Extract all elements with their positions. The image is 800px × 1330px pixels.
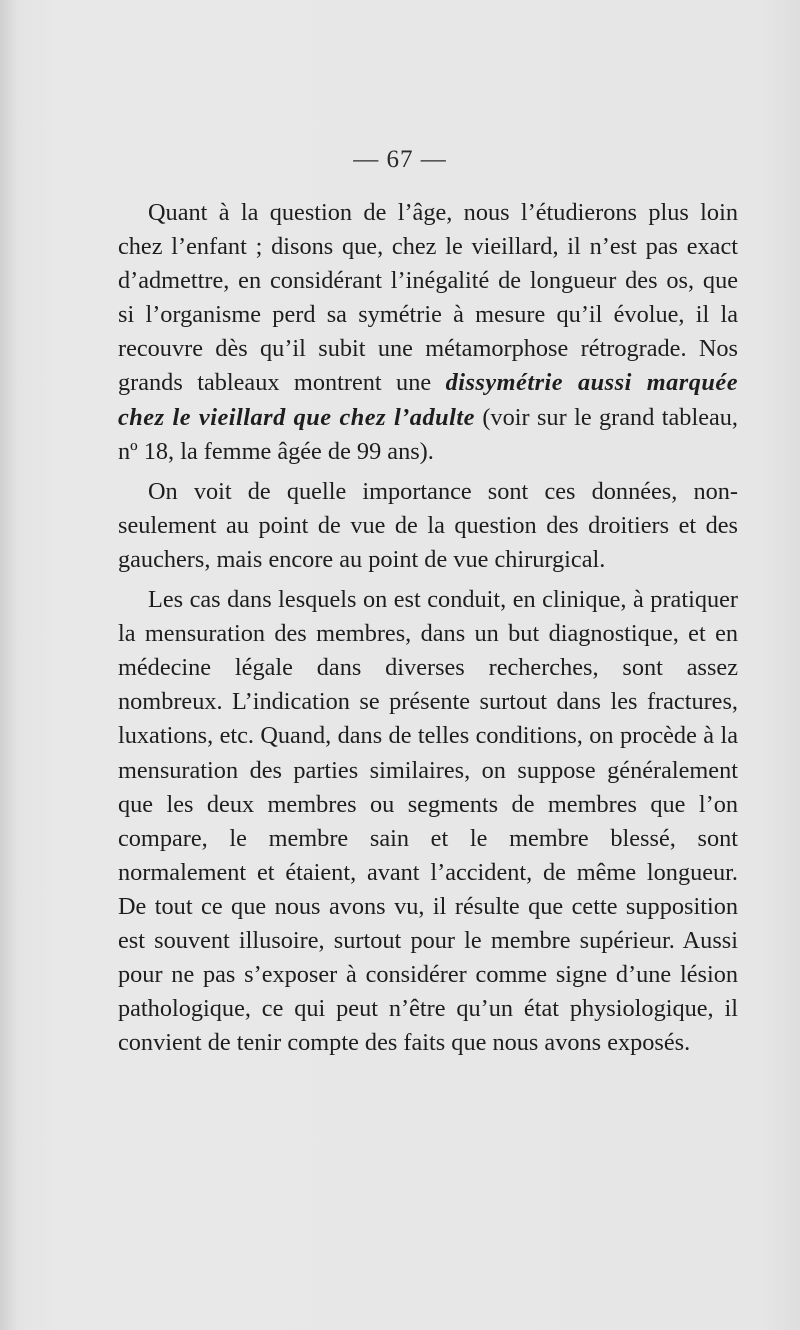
paragraph-age-text-start: Quant à la question de l’âge, nous l’étudierons plus loin chez l’enfant ; disons que, chez le vieillard, il n’est pas exact d’admettre, en considérant l’inégalité de longueur des os, que si l’organisme perd sa symétrie à mesure qu’il évolue, il la recouvre dès qu’il subit une métamorphose rétrograde. Nos grands tableaux montrent une — [118, 199, 738, 397]
body-text — [118, 196, 738, 1066]
paragraph-age-emphasis: dissymétrie aussi marquée chez le vieillard que chez l’adulte — [118, 369, 738, 431]
paragraph-age — [118, 196, 738, 469]
paragraph-age-text-end: (voir sur le grand tableau, nº 18, la femme âgée de 99 ans). — [118, 403, 738, 465]
paragraph-importance: On voit de quelle importance sont ces données, non-seulement au point de vue de la question des droitiers et des gauchers, mais encore au point de vue chirurgical. — [118, 477, 738, 573]
page-number: — 67 — — [353, 146, 447, 173]
paragraph-clinical-measurement: Les cas dans lesquels on est conduit, en clinique, à pratiquer la mensuration des membres, dans un but diagnostique, et en médecine légale dans diverses recherches, sont assez nombreux. L’indication se présente surtout dans les fractures, luxations, etc. Quand, dans de telles conditions, on procède à la mensuration des parties similaires, on suppose généralement que les deux membres ou segments de membres que l’on compare, le membre sain et le membre blessé, sont normalement et étaient, avant l’accident, de même longueur. De tout ce que nous avons vu, il résulte que cette supposition est souvent illusoire, surtout pour le membre supérieur. Aussi pour ne pas s’exposer à considérer comme signe d’une lésion pathologique, ce qui peut n’être qu’un état physiologique, il convient de tenir compte des faits que nous avons exposés. — [118, 586, 738, 1057]
